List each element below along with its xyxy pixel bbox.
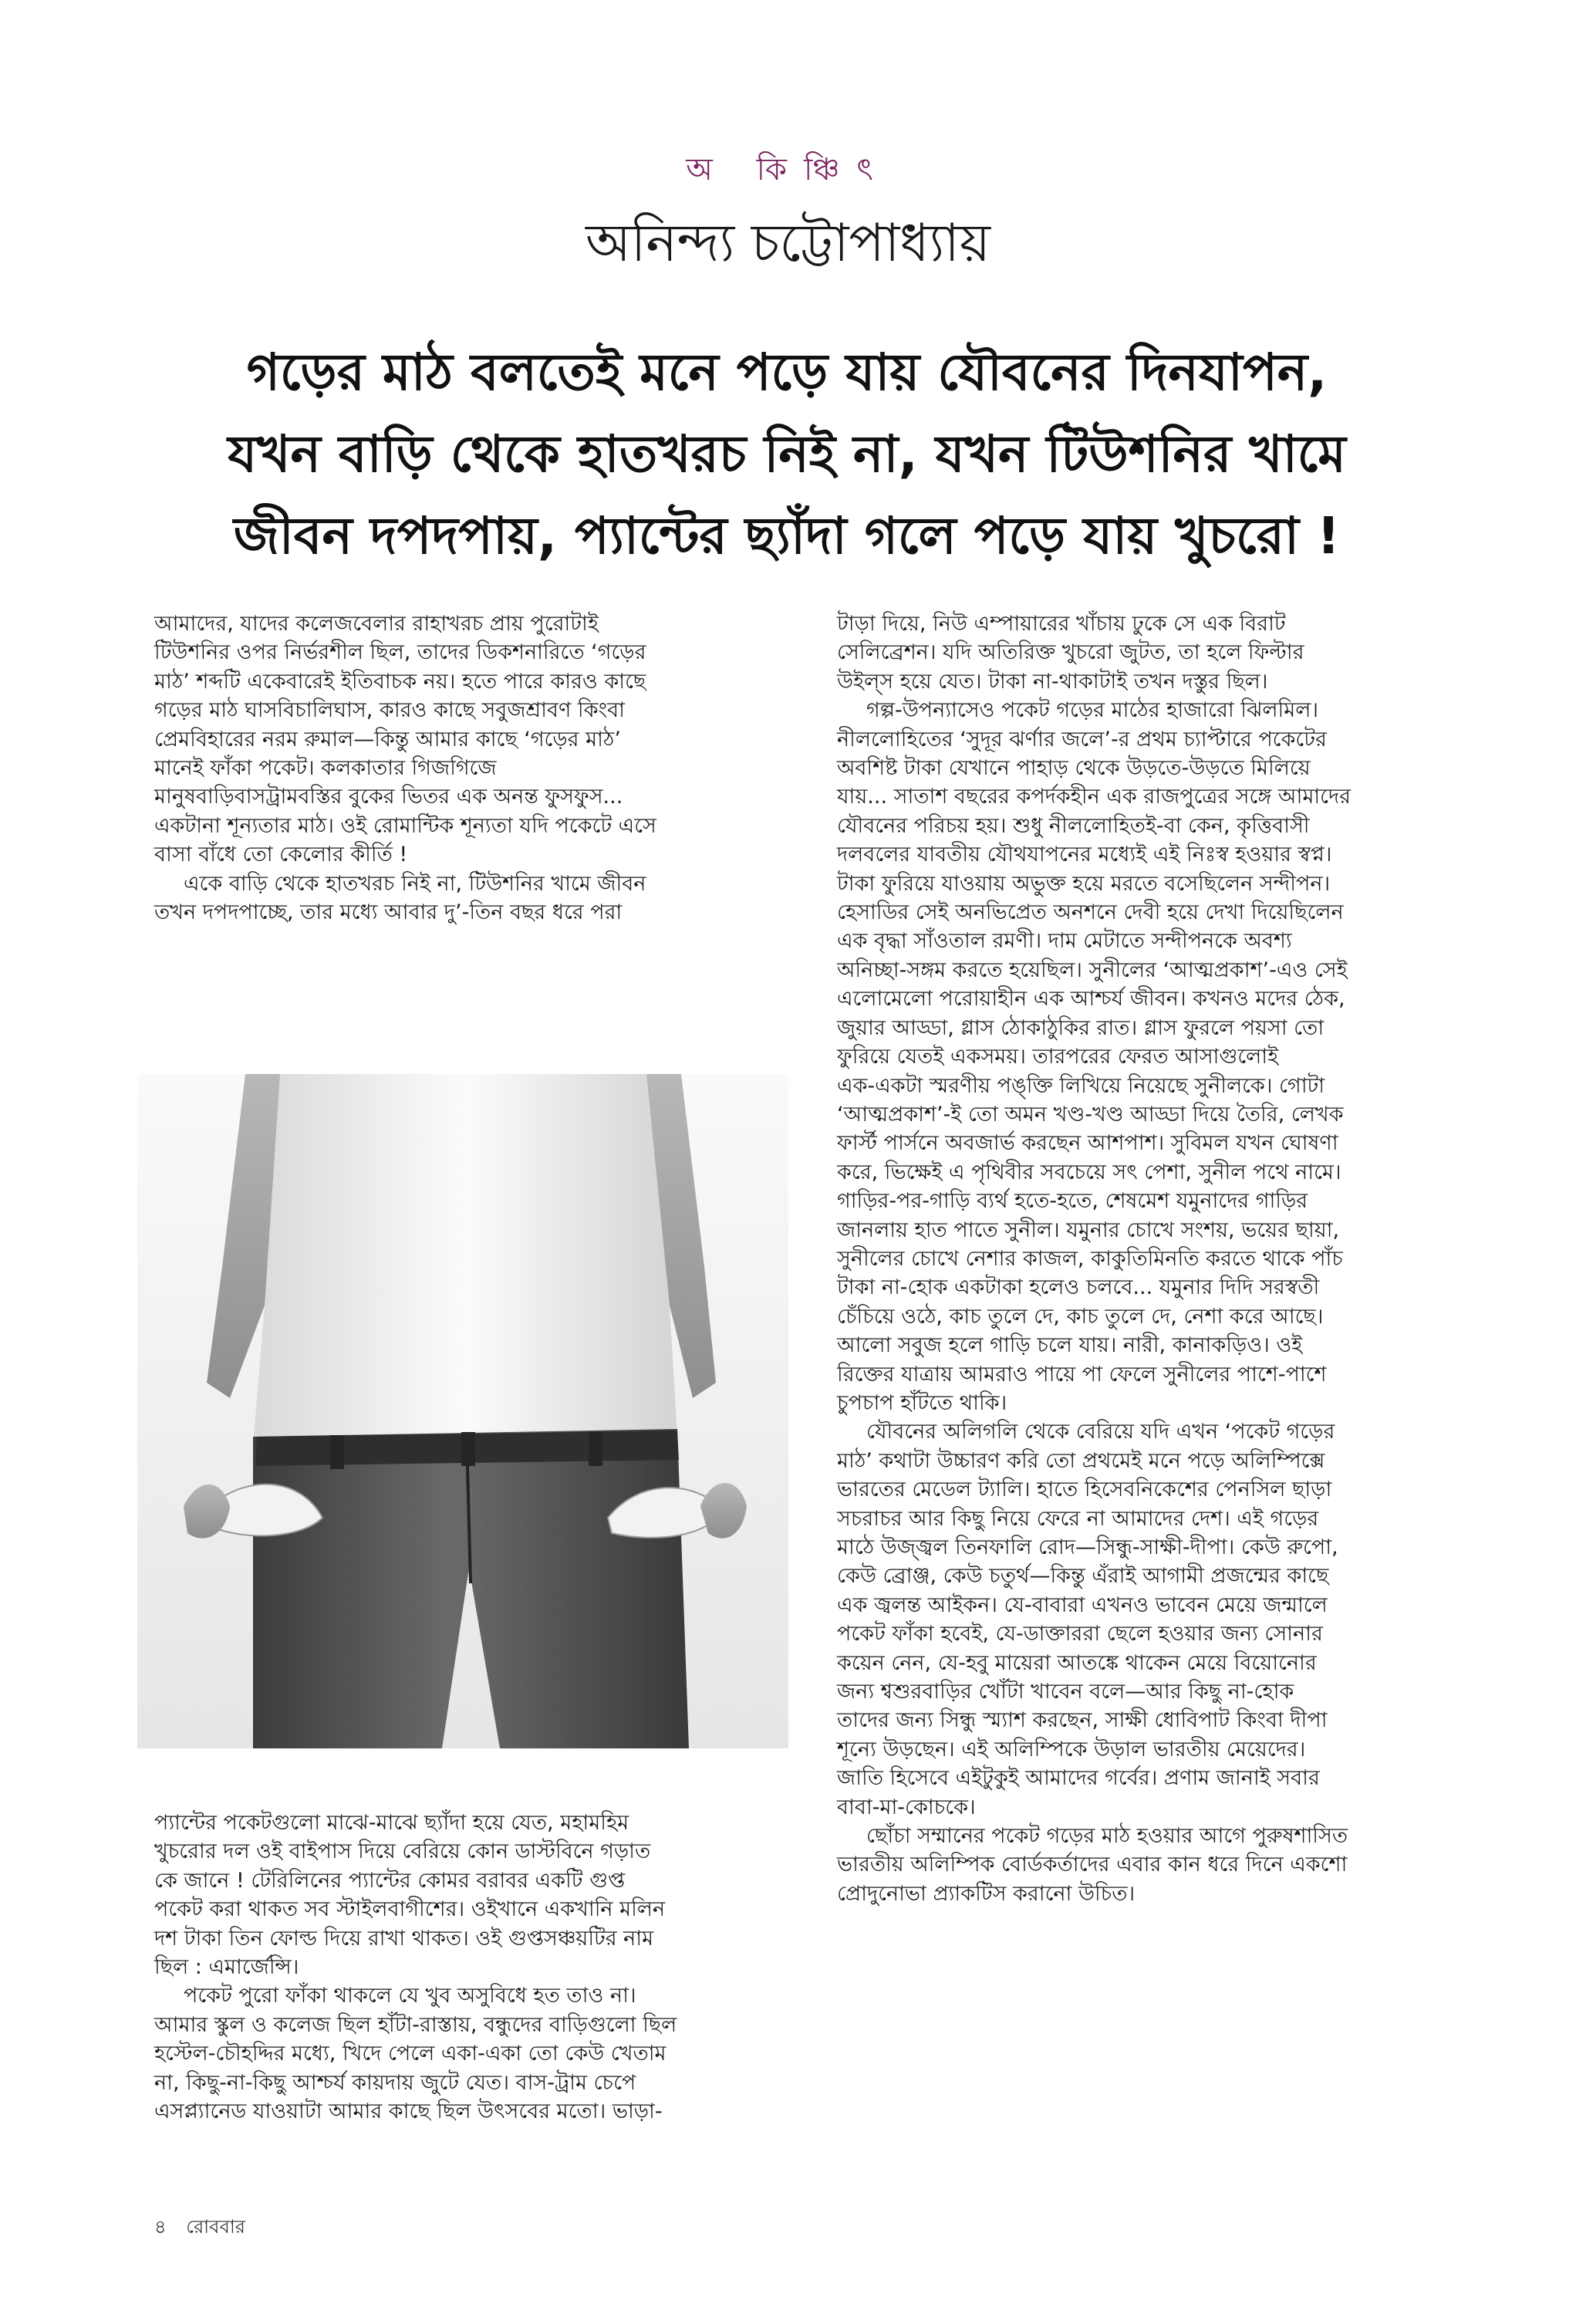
text-line: এসপ্ল্যানেড যাওয়াটা আমার কাছে ছিল উৎসবের মতো। ভাড়া- — [154, 2099, 663, 2124]
text-line: ছিল : এমার্জেন্সি। — [154, 1955, 299, 1980]
text-line: অনিচ্ছা-সঙ্গম করতে হয়েছিল। সুনীলের ‘আত্মপ্রকাশ’-এও সেই — [837, 958, 1348, 982]
text-line: দশ টাকা তিন ফোল্ড দিয়ে রাখা থাকত। ওই গুপ্তসঞ্চয়টির নাম — [154, 1926, 654, 1951]
text-line: তাদের জন্য সিন্ধু স্ম্যাশ করছেন, সাক্ষী ধোবিপাট কিংবা দীপা — [837, 1708, 1328, 1733]
article-column-right — [837, 610, 1485, 1908]
text-line: তখন দপদপাচ্ছে, তার মধ্যে আবার দু’-তিন বছর ধরে পরা — [154, 900, 623, 925]
text-line: ভারতীয় অলিম্পিক বোর্ডকর্তাদের এবার কান ধরে দিনে একশো — [837, 1853, 1348, 1877]
page-footer — [154, 2213, 259, 2244]
text-line: এলোমেলো পরোয়াহীন এক আশ্চর্য জীবন। কখনও মদের ঠেক, — [837, 987, 1345, 1012]
text-line: মাঠ’ কথাটা উচ্চারণ করি তো প্রথমেই মনে পড়ে অলিম্পিক্সে — [837, 1448, 1325, 1473]
text-line: করে, ভিক্ষেই এ পৃথিবীর সবচেয়ে সৎ পেশা, সুনীল পথে নামে। — [837, 1160, 1341, 1184]
page-number: ৪ — [154, 2216, 167, 2238]
text-line: কেউ ব্রোঞ্জ, কেউ চতুর্থ—কিন্তু এঁরাই আগামী প্রজন্মের কাছে — [837, 1564, 1329, 1589]
text-line: গড়ের মাঠ ঘাসবিচালিঘাস, কারও কাছে সবুজশ্রাবণ কিংবা — [154, 698, 625, 723]
text-line: রিক্তের যাত্রায় আমরাও পায়ে পা ফেলে সুনীলের পাশে-পাশে — [837, 1362, 1327, 1387]
text-line: একে বাড়ি থেকে হাতখরচ নিই না, টিউশনির খামে জীবন — [184, 871, 646, 896]
text-line: কয়েন নেন, যে-হবু মায়েরা আতঙ্কে থাকেন মেয়ে বিয়োনোর — [837, 1650, 1317, 1675]
text-line: সচরাচর আর কিছু নিয়ে ফেরে না আমাদের দেশ। এই গড়ের — [837, 1506, 1319, 1531]
text-line: গল্প-উপন্যাসেও পকেট গড়ের মাঠের হাজারো ঝিলমিল। — [866, 698, 1319, 723]
text-line: টাকা না-হোক একটাকা হলেও চলবে... যমুনার দিদি সরস্বতী — [837, 1275, 1320, 1300]
text-line: মানুষবাড়িবাসট্রামবস্তির বুকের ভিতর এক অনন্ত ফুসফুস... — [154, 785, 623, 809]
text-line: যৌবনের অলিগলি থেকে বেরিয়ে যদি এখন ‘পকেট গড়ের — [866, 1420, 1335, 1444]
text-line: নীললোহিতের ‘সুদূর ঝর্ণার জলে’-র প্রথম চ্যাপ্টারে পকেটের — [837, 727, 1327, 752]
text-line: এক-একটা স্মরণীয় পঙ্‌ক্তি লিখিয়ে নিয়েছে সুনীলকে। গোটা — [837, 1073, 1325, 1098]
text-line: অবশিষ্ট টাকা যেখানে পাহাড় থেকে উড়তে-উড়তে মিলিয়ে — [837, 756, 1311, 781]
text-line: জাতি হিসেবে এইটুকুই আমাদের গর্বের। প্রণাম জানাই সবার — [837, 1766, 1320, 1791]
text-line: সেলিব্রেশন। যদি অতিরিক্ত খুচরো জুটত, তা হলে ফিল্টার — [837, 640, 1304, 665]
text-line: আমার স্কুল ও কলেজ ছিল হাঁটা-রাস্তায়, বন্ধুদের বাড়িগুলো ছিল — [154, 2012, 677, 2037]
text-line: উইল্‌স হয়ে যেত। টাকা না-থাকাটাই তখন দস্তুর ছিল। — [837, 669, 1268, 694]
section-label: অ কিঞ্চিৎ — [686, 152, 890, 187]
headline — [116, 332, 1458, 577]
text-line: মানেই ফাঁকা পকেট। কলকাতার গিজগিজে — [154, 756, 497, 781]
text-line: খুচরোর দল ওই বাইপাস দিয়ে বেরিয়ে কোন ডাস্টবিনে গড়াত — [154, 1839, 651, 1864]
text-line: ফার্স্ট পার্সনে অবজার্ভ করছেন আশপাশ। সুবিমল যখন ঘোষণা — [837, 1131, 1338, 1156]
text-line: শূন্যে উড়ছেন। এই অলিম্পিকে উড়াল ভারতীয় মেয়েদের। — [837, 1737, 1306, 1762]
headline-line: জীবন দপদপায়, প্যান্টের ছ্যাঁদা গলে পড়ে যায় খুচরো ! — [233, 506, 1341, 566]
author-name: অনিন্দ্য চট্টোপাধ্যায় — [586, 213, 990, 274]
article-photo — [137, 1074, 788, 1748]
text-line: জন্য শ্বশুরবাড়ির খোঁটা খাবেন বলে—আর কিছু না-হোক — [837, 1680, 1294, 1704]
text-line: পকেট ফাঁকা হবেই, যে-ডাক্তাররা ছেলে হওয়ার জন্য সোনার — [837, 1622, 1323, 1647]
article-column-left-bottom — [154, 1809, 795, 2126]
text-line: ভারতের মেডেল ট্যালি। হাতে হিসেবনিকেশের পেনসিল ছাড়া — [837, 1478, 1332, 1502]
text-line: আমাদের, যাদের কলেজবেলার রাহাখরচ প্রায় পুরোটাই — [154, 612, 599, 636]
text-line: ‘আত্মপ্রকাশ’-ই তো অমন খণ্ড-খণ্ড আড্ডা দিয়ে তৈরি, লেখক — [837, 1102, 1344, 1127]
text-line: ফুরিয়ে যেতই একসময়। তারপরের ফেরত আসাগুলোই — [837, 1045, 1279, 1069]
text-line: হস্টেল-চৌহদ্দির মধ্যে, খিদে পেলে একা-একা তো কেউ খেতাম — [154, 2042, 667, 2066]
text-line: সুনীলের চোখে নেশার কাজল, কাকুতিমিনতি করতে থাকে পাঁচ — [837, 1246, 1343, 1271]
text-line: প্রেমবিহারের নরম রুমাল—কিন্তু আমার কাছে ‘গড়ের মাঠ’ — [154, 727, 621, 752]
text-line: এক বৃদ্ধা সাঁওতাল রমণী। দাম মেটাতে সন্দীপনকে অবশ্য — [837, 929, 1292, 954]
text-line: একটানা শূন্যতার মাঠ। ওই রোমান্টিক শূন্যতা যদি পকেটে এসে — [154, 813, 656, 838]
text-line: টাকা ফুরিয়ে যাওয়ায় অভুক্ত হয়ে মরতে বসেছিলেন সন্দীপন। — [837, 871, 1331, 896]
text-line: পকেট করা থাকত সব স্টাইলবাগীশের। ওইখানে একখানি মলিন — [154, 1897, 666, 1922]
headline-line: গড়ের মাঠ বলতেই মনে পড়ে যায় যৌবনের দিনযাপন, — [246, 343, 1328, 402]
text-line: এক জ্বলন্ত আইকন। যে-বাবারা এখনও ভাবেন মেয়ে জন্মালে — [837, 1593, 1328, 1617]
text-line: যায়... সাতাশ বছরের কপর্দকহীন এক রাজপুত্রের সঙ্গে আমাদের — [837, 785, 1352, 809]
text-line: বাসা বাঁধে তো কেলোর কীর্তি ! — [154, 843, 408, 867]
text-line: জানলায় হাত পাতে সুনীল। যমুনার চোখে সংশয়, ভয়ের ছায়া, — [837, 1218, 1340, 1242]
text-line: দলবলের যাবতীয় যৌথযাপনের মধ্যেই এই নিঃস্ব হওয়ার স্বপ্ন। — [837, 843, 1332, 867]
text-line: টাড়া দিয়ে, নিউ এম্পায়ারের খাঁচায় ঢুকে সে এক বিরাট — [837, 612, 1286, 636]
text-line: টিউশনির ওপর নির্ভরশীল ছিল, তাদের ডিকশনারিতে ‘গড়ের — [154, 640, 646, 665]
text-line: যৌবনের পরিচয় হয়। শুধু নীললোহিতই-বা কেন, কৃত্তিবাসী — [837, 813, 1310, 838]
article-column-left-top — [154, 610, 795, 927]
text-line: বাবা-মা-কোচকে। — [837, 1795, 976, 1819]
text-line: জুয়ার আড্ডা, গ্লাস ঠোকাঠুকির রাত। গ্লাস ফুরলে পয়সা তো — [837, 1015, 1325, 1040]
text-line: চেঁচিয়ে ওঠে, কাচ তুলে দে, কাচ তুলে দে, নেশা করে আছে। — [837, 1304, 1324, 1329]
text-line: প্যান্টের পকেটগুলো মাঝে-মাঝে ছ্যাঁদা হয়ে যেত, মহামহিম — [154, 1811, 629, 1835]
text-line: না, কিছু-না-কিছু আশ্চর্য কায়দায় জুটে যেত। বাস-ট্রাম চেপে — [154, 2070, 636, 2095]
text-line: চুপচাপ হাঁটতে থাকি। — [837, 1390, 1007, 1415]
headline-line: যখন বাড়ি থেকে হাতখরচ নিই না, যখন টিউশনির খামে — [228, 424, 1346, 484]
text-line: কে জানে ! টেরিলিনের প্যান্টের কোমর বরাবর একটি গুপ্ত — [154, 1868, 626, 1893]
text-line: আলো সবুজ হলে গাড়ি চলে যায়। নারী, কানাকড়িও। ওই — [837, 1333, 1303, 1358]
text-line: ছোঁচা সম্মানের পকেট গড়ের মাঠ হওয়ার আগে পুরুষশাসিত — [866, 1824, 1348, 1849]
text-line: মাঠ’ শব্দটি একেবারেই ইতিবাচক নয়। হতে পারে কারও কাছে — [154, 669, 646, 694]
text-line: হেসাডির সেই অনভিপ্রেত অনশনে দেবী হয়ে দেখা দিয়েছিলেন — [837, 900, 1344, 925]
text-line: পকেট পুরো ফাঁকা থাকলে যে খুব অসুবিধে হত তাও না। — [184, 1984, 636, 2008]
torn-pockets-illustration — [137, 1074, 788, 1748]
text-line: গাড়ির-পর-গাড়ি ব্যর্থ হতে-হতে, শেষমেশ যমুনাদের গাড়ির — [837, 1189, 1308, 1214]
text-line: প্রোদুনোভা প্র্যাকটিস করানো উচিত। — [837, 1881, 1136, 1906]
text-line: মাঠে উজ্জ্বল তিনফালি রোদ—সিন্ধু-সাক্ষী-দীপা। কেউ রুপো, — [837, 1535, 1338, 1559]
magazine-name: রোববার — [186, 2216, 245, 2238]
